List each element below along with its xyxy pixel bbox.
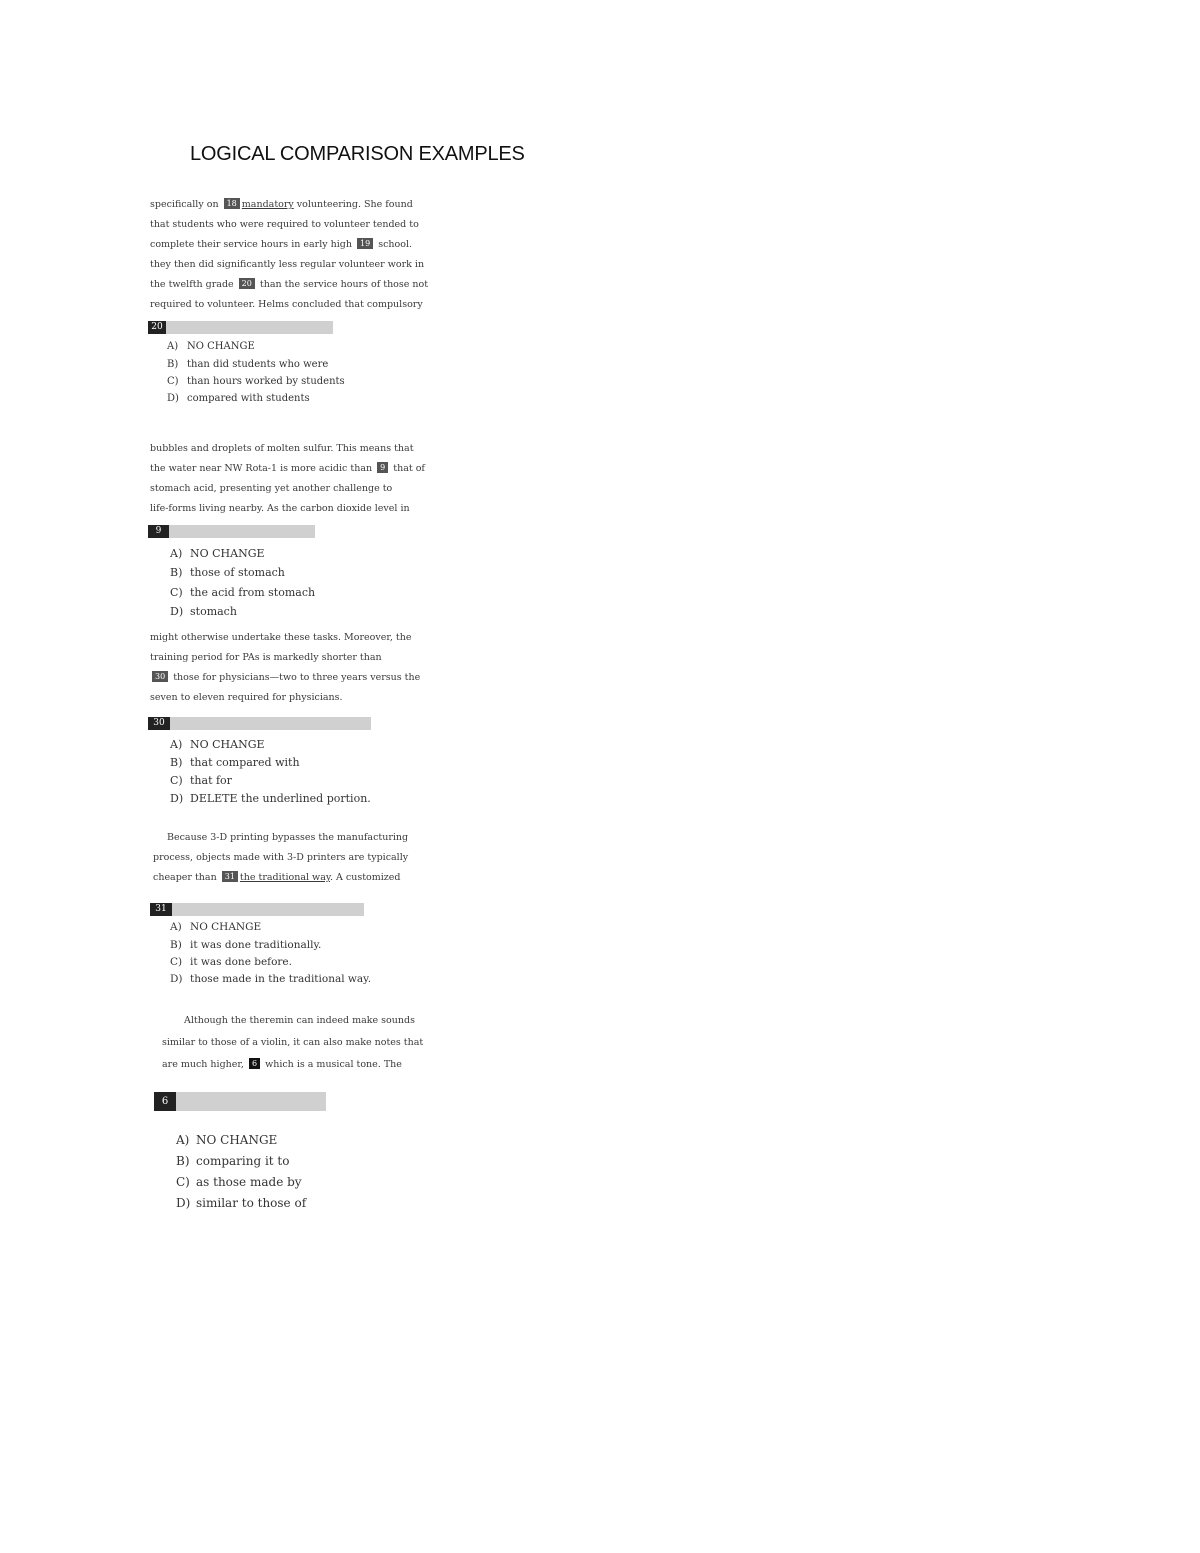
passage-line: complete their service hours in early high 19 school. xyxy=(150,239,413,250)
answer-option: A) NO CHANGE xyxy=(170,738,265,751)
answer-option: B) it was done traditionally. xyxy=(170,939,322,951)
answer-option: C) it was done before. xyxy=(170,956,292,968)
answer-option: D) those made in the traditional way. xyxy=(170,973,372,985)
passage-line: the water near NW Rota-1 is more acidic than 9 that of xyxy=(150,463,425,474)
answer-option: C) that for xyxy=(170,774,232,787)
passage-line: process, objects made with 3-D printers are typically xyxy=(153,852,409,863)
example-4 xyxy=(153,828,408,888)
answer-option: C) as those made by xyxy=(176,1175,302,1189)
question-number-marker: 18 xyxy=(224,198,240,209)
answer-option: D) similar to those of xyxy=(176,1196,307,1210)
answer-option: C) the acid from stomach xyxy=(170,586,316,599)
answer-option: B) than did students who were xyxy=(167,359,329,370)
question-number-marker: 30 xyxy=(152,671,168,682)
passage-line: seven to eleven required for physicians. xyxy=(150,692,343,703)
example-5 xyxy=(162,1010,423,1076)
passage-line: life-forms living nearby. As the carbon dioxide level in xyxy=(150,503,410,514)
passage-line: training period for PAs is markedly shorter than xyxy=(150,652,382,663)
passage-line: cheaper than 31 the traditional way. A customized xyxy=(153,872,401,883)
answer-option: B) those of stomach xyxy=(170,566,285,579)
passage-line: bubbles and droplets of molten sulfur. This means that xyxy=(150,443,414,454)
answer-option: B) that compared with xyxy=(170,756,300,769)
question-bar xyxy=(148,525,315,538)
example-3 xyxy=(150,628,420,708)
page-title: LOGICAL COMPARISON EXAMPLES xyxy=(190,143,525,165)
passage-line: they then did significantly less regular volunteer work in xyxy=(150,259,425,270)
question-number: 9 xyxy=(148,525,169,538)
question-bar xyxy=(148,321,333,334)
passage-line: that students who were required to volunteer tended to xyxy=(150,219,419,230)
passage-line: stomach acid, presenting yet another challenge to xyxy=(150,483,393,494)
passage-line: Because 3-D printing bypasses the manufacturing xyxy=(167,832,409,843)
passage-line: required to volunteer. Helms concluded that compulsory xyxy=(150,299,423,310)
passage-line: Although the theremin can indeed make sounds xyxy=(184,1015,415,1026)
question-number-marker: 19 xyxy=(357,238,373,249)
example-2 xyxy=(150,439,425,519)
answer-option: D) compared with students xyxy=(167,393,310,404)
question-number: 6 xyxy=(154,1092,176,1111)
example-1 xyxy=(150,195,428,315)
question-bar xyxy=(154,1092,326,1111)
passage-line: similar to those of a violin, it can also make notes that xyxy=(162,1037,424,1048)
question-bar xyxy=(148,717,371,730)
passage-line: the twelfth grade 20 than the service hours of those not xyxy=(150,279,429,290)
question-number: 30 xyxy=(148,717,170,730)
answer-option: A) NO CHANGE xyxy=(170,547,265,560)
answer-option: C) than hours worked by students xyxy=(167,376,345,387)
question-number-marker: 20 xyxy=(239,278,255,289)
answer-option: D) stomach xyxy=(170,605,237,618)
answer-option: B) comparing it to xyxy=(176,1154,290,1168)
passage-line: 30 those for physicians—two to three years versus the xyxy=(150,668,420,688)
question-number: 20 xyxy=(148,321,166,334)
question-bar xyxy=(150,903,364,916)
question-number-marker: 6 xyxy=(249,1058,260,1069)
question-number-marker: 9 xyxy=(377,462,388,473)
passage-line: are much higher, 6 which is a musical tone. The xyxy=(162,1059,402,1070)
answer-option: A) NO CHANGE xyxy=(176,1133,278,1147)
answer-option: A) NO CHANGE xyxy=(170,921,262,933)
underlined-text: the traditional way xyxy=(239,872,330,883)
question-number-marker: 31 xyxy=(222,871,238,882)
question-number: 31 xyxy=(150,903,172,916)
passage-line: specifically on 18 mandatory volunteering. She found xyxy=(150,199,413,210)
underlined-text: mandatory xyxy=(241,199,294,210)
passage-line: might otherwise undertake these tasks. Moreover, the xyxy=(150,632,412,643)
answer-option: A) NO CHANGE xyxy=(167,341,255,352)
answer-option: D) DELETE the underlined portion. xyxy=(170,792,371,805)
